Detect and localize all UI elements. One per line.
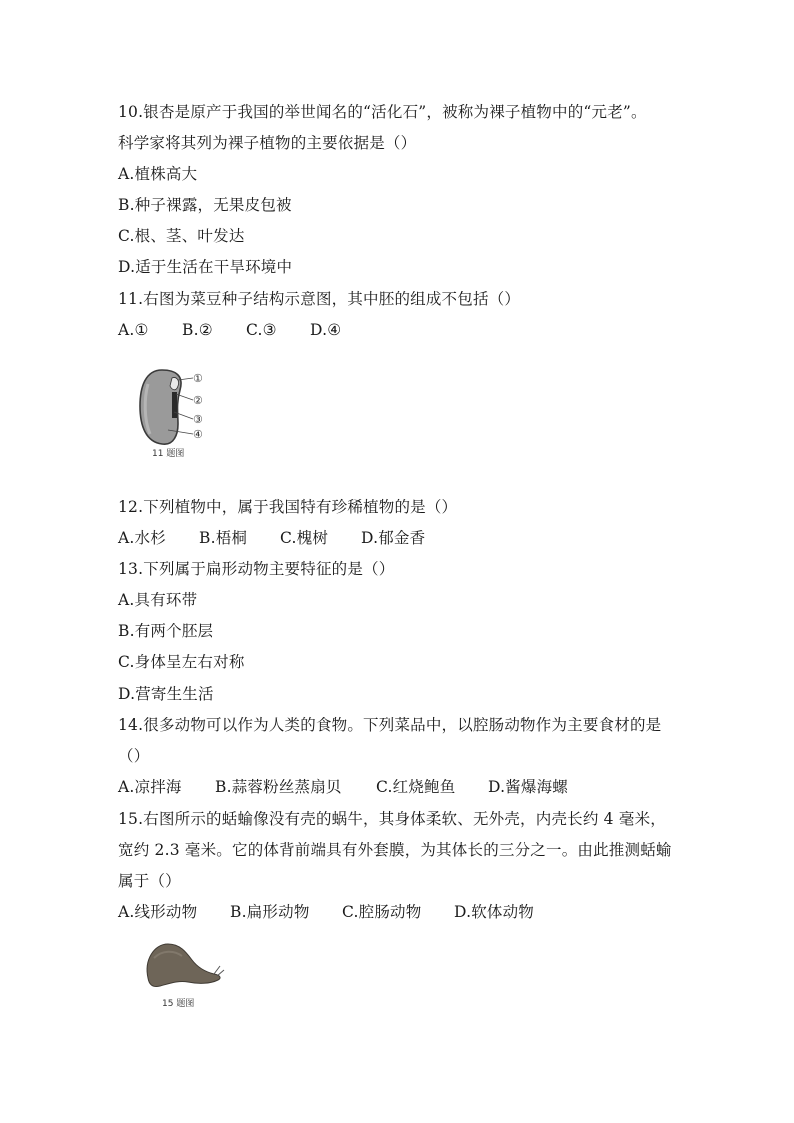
- q14-option-d: D.酱爆海螺: [488, 778, 569, 796]
- label-1: ①: [193, 372, 203, 385]
- q11-stem: 11.右图为菜豆种子结构示意图，其中胚的组成不包括（）: [118, 290, 521, 308]
- q12-option-d: D.郁金香: [361, 529, 426, 547]
- bean-seed-figure: [132, 364, 222, 460]
- q15-stem-line3: 属于（）: [118, 872, 181, 890]
- q15-stem-line1: 15.右图所示的蛞蝓像没有壳的蜗牛，其身体柔软、无外壳，内壳长约 4 毫米，: [118, 810, 666, 828]
- figure-15-caption: 15 题图: [162, 999, 195, 1009]
- q15-option-b: B.扁形动物: [230, 903, 310, 921]
- hypocotyl-shape: [172, 392, 177, 418]
- q15-options: [118, 902, 534, 922]
- q13-option-b: B.有两个胚层: [118, 622, 214, 640]
- q14-options: [118, 777, 568, 797]
- q12-options: [118, 528, 425, 548]
- q14-option-a: A.凉拌海: [118, 778, 182, 796]
- q15-option-a: A.线形动物: [118, 903, 198, 921]
- q11-option-a: A.①: [118, 321, 149, 339]
- q10-stem-line1: 10.银杏是原产于我国的举世闻名的“活化石”，被称为裸子植物中的“元老”。: [118, 103, 647, 121]
- q11-option-d: D.④: [310, 321, 342, 339]
- label-3: ③: [193, 413, 203, 426]
- q13-option-d: D.营寄生生活: [118, 685, 214, 703]
- q11-option-b: B.②: [182, 321, 213, 339]
- q11-options: [118, 320, 341, 340]
- plumule-shape: [170, 377, 179, 389]
- q12-option-b: B.梧桐: [199, 529, 248, 547]
- q13-option-c: C.身体呈左右对称: [118, 653, 245, 671]
- slug-body-shape: [147, 944, 220, 987]
- q12-stem: 12.下列植物中，属于我国特有珍稀植物的是（）: [118, 498, 458, 516]
- q14-option-c: C.红烧鲍鱼: [376, 778, 456, 796]
- q11-option-c: C.③: [246, 321, 277, 339]
- slug-figure: [140, 938, 230, 1018]
- q12-option-a: A.水杉: [118, 529, 166, 547]
- q14-option-b: B.蒜蓉粉丝蒸扇贝: [215, 778, 342, 796]
- q12-option-c: C.槐树: [280, 529, 329, 547]
- q13-option-a: A.具有环带: [118, 591, 198, 609]
- q10-stem-line2: 科学家将其列为裸子植物的主要依据是（）: [118, 134, 417, 152]
- q10-option-d: D.适于生活在干旱环境中: [118, 258, 293, 276]
- q10-option-c: C.根、茎、叶发达: [118, 227, 245, 245]
- q15-option-c: C.腔肠动物: [342, 903, 422, 921]
- q15-stem-line2: 宽约 2.3 毫米。它的体背前端具有外套膜，为其体长的三分之一。由此推测蛞蝓: [118, 841, 672, 859]
- q13-stem: 13.下列属于扁形动物主要特征的是（）: [118, 560, 395, 578]
- q14-stem-line1: 14.很多动物可以作为人类的食物。下列菜品中，以腔肠动物作为主要食材的是: [118, 716, 662, 734]
- figure-11-caption: 11 题图: [152, 449, 185, 459]
- label-4: ④: [193, 428, 203, 441]
- label-2: ②: [193, 394, 203, 407]
- q10-option-a: A.植株高大: [118, 165, 198, 183]
- q15-option-d: D.软体动物: [454, 903, 535, 921]
- q14-stem-line2: （）: [118, 747, 150, 765]
- q10-option-b: B.种子裸露，无果皮包被: [118, 196, 292, 214]
